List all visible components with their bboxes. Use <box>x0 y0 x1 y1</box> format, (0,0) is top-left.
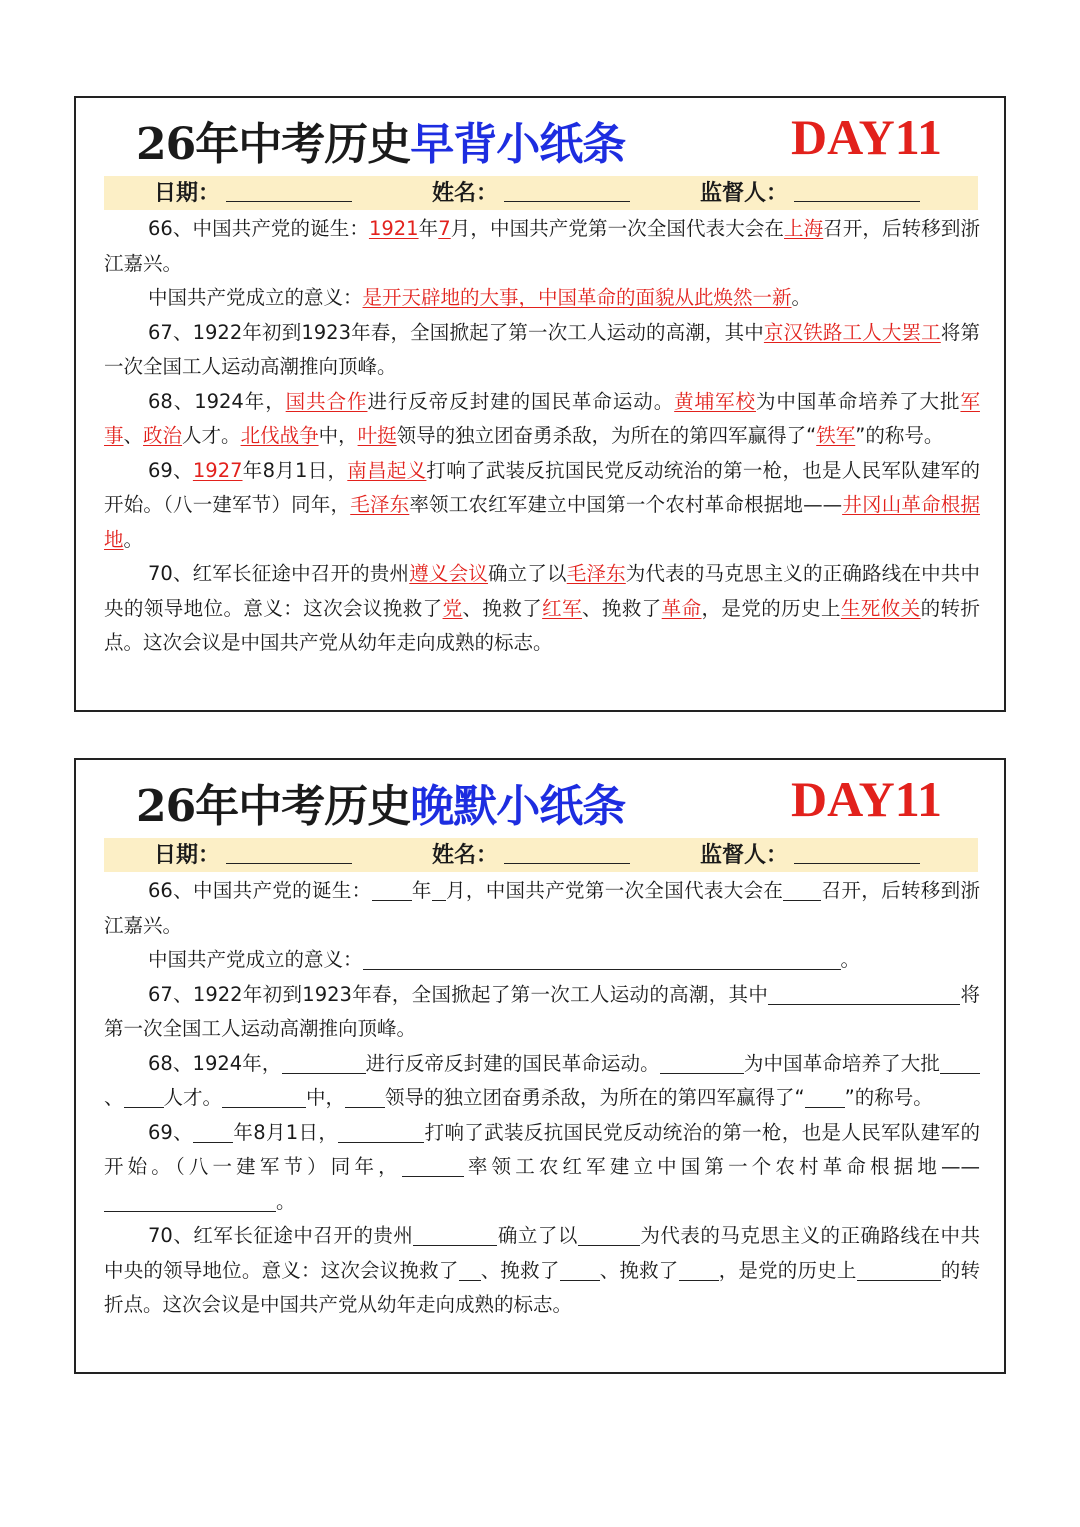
text: 人才。 <box>163 1086 223 1109</box>
date-field <box>154 838 352 872</box>
answer: 革命 <box>661 596 702 620</box>
text: 中国共产党成立的意义： <box>148 948 363 971</box>
answer-blank[interactable] <box>372 878 412 901</box>
text: 68、1924年， <box>148 1051 282 1075</box>
item-68 <box>104 1047 980 1116</box>
name-field <box>432 176 630 210</box>
text: 月，中国共产党第一次全国代表大会在 <box>450 217 785 240</box>
info-bar <box>104 176 978 210</box>
text: 将第一次全国工人运动高潮推向顶峰。 <box>104 320 980 378</box>
supervisor-label: 监督人： <box>700 180 789 206</box>
answer-blank[interactable] <box>459 1258 481 1281</box>
text: 、 <box>104 1086 124 1109</box>
item-67 <box>104 978 980 1047</box>
text: 的转折点。这次会议是中国共产党从幼年走向成熟的标志。 <box>104 596 980 654</box>
answer-blank[interactable] <box>805 1085 825 1108</box>
text: 66、中国共产党的诞生： <box>148 879 372 902</box>
text: 70、红军长征途中召开的贵州 <box>148 562 410 585</box>
info-bar <box>104 838 978 872</box>
answer: 毛泽东 <box>350 493 410 516</box>
text: 确立了以 <box>487 562 567 585</box>
answer: 京汉铁路工人大罢工 <box>763 320 941 344</box>
card-body <box>104 874 980 1323</box>
text: 进行反帝反封建的国民革命运动。 <box>365 1051 660 1075</box>
date-line[interactable] <box>226 179 352 202</box>
text: 年8月1日， <box>242 458 348 482</box>
item-68 <box>104 385 980 454</box>
supervisor-line[interactable] <box>794 841 920 864</box>
text: 月，中国共产党第一次全国代表大会在 <box>445 879 784 902</box>
supervisor-field <box>700 838 920 872</box>
title-highlight: 晚默小纸条 <box>410 781 626 832</box>
date-line[interactable] <box>226 841 352 864</box>
answer: 7 <box>438 217 451 240</box>
name-label: 姓名： <box>432 180 499 206</box>
text: 年 <box>411 879 432 902</box>
text: 为中国革命培养了大批 <box>755 389 961 413</box>
answer-blank[interactable] <box>825 1085 845 1108</box>
answer: 红军 <box>542 596 582 620</box>
text: 年8月1日， <box>233 1120 339 1144</box>
answer: 井冈山革命根据地 <box>104 493 980 551</box>
answer-blank[interactable] <box>940 982 960 1005</box>
answer: 是开天辟地的大事，中国革命的面貌从此焕然一新 <box>362 286 792 309</box>
item-70 <box>104 557 980 661</box>
answer-blank[interactable] <box>768 982 940 1005</box>
answer: 军事 <box>104 389 980 447</box>
text: 召开，后转移到浙江嘉兴。 <box>104 879 980 937</box>
day-label: DAY11 <box>791 109 942 165</box>
text: ”的称号。 <box>855 424 944 447</box>
card-title <box>136 108 625 172</box>
text: 为代表的马克思主义的正确路线在中共中央的领导地位。意义：这次会议挽救了 <box>104 562 980 620</box>
date-label: 日期： <box>154 180 221 206</box>
answer-blank[interactable] <box>222 1085 306 1108</box>
text: 、挽救了 <box>599 1258 679 1282</box>
text: 68、1924年， <box>148 389 286 413</box>
item-70 <box>104 1219 980 1323</box>
text: 打响了武装反抗国民党反动统治的第一枪，也是人民军队建军的开始。（八一建军节）同年， <box>104 1120 980 1178</box>
answer-blank[interactable] <box>124 1085 164 1108</box>
text: 中， <box>306 1086 346 1109</box>
text: 、挽救了 <box>462 596 543 620</box>
title-prefix: 26年中考历史 <box>136 781 411 832</box>
answer: 毛泽东 <box>566 562 626 585</box>
item-66-significance <box>104 943 980 978</box>
text: 。 <box>123 527 144 551</box>
answer-blank[interactable] <box>940 1051 980 1074</box>
answer: 国共合作 <box>285 389 368 413</box>
text: 为代表的马克思主义的正确路线在中共中央的领导地位。意义：这次会议挽救了 <box>104 1224 980 1282</box>
answer-blank[interactable] <box>104 1189 276 1212</box>
name-label: 姓名： <box>432 842 499 868</box>
name-line[interactable] <box>504 841 630 864</box>
answer: 黄埔军校 <box>674 389 756 413</box>
text: 67、1922年初到1923年春，全国掀起了第一次工人运动的高潮，其中 <box>148 320 764 344</box>
answer-blank[interactable] <box>560 1258 600 1281</box>
text: 66、中国共产党的诞生： <box>148 217 369 240</box>
text: 67、1922年初到1923年春，全国掀起了第一次工人运动的高潮，其中 <box>148 982 769 1006</box>
text: 中国共产党成立的意义： <box>148 286 363 309</box>
answer: 1921 <box>368 217 419 240</box>
name-field <box>432 838 630 872</box>
text: ，是党的历史上 <box>718 1258 857 1282</box>
text: 领导的独立团奋勇杀敌，为所在的第四军赢得了“ <box>385 1086 805 1109</box>
text: 。 <box>276 1189 296 1213</box>
text: 为中国革命培养了大批 <box>743 1051 940 1075</box>
answer-blank[interactable] <box>413 1223 497 1246</box>
answer: 北伐战争 <box>240 424 319 447</box>
text: 69、 <box>148 1120 194 1144</box>
answer-blank[interactable] <box>345 1085 385 1108</box>
text: 、 <box>123 424 144 447</box>
answer-blank[interactable] <box>363 947 841 970</box>
supervisor-line[interactable] <box>794 179 920 202</box>
item-69 <box>104 454 980 558</box>
day-label: DAY11 <box>791 771 942 827</box>
title-prefix: 26年中考历史 <box>136 119 411 170</box>
title-highlight: 早背小纸条 <box>410 119 626 170</box>
answer: 铁军 <box>816 424 856 447</box>
evening-card <box>74 758 1006 1374</box>
text: 人才。 <box>182 424 241 447</box>
text: 69、 <box>148 458 193 482</box>
card-body <box>104 212 980 661</box>
supervisor-label: 监督人： <box>700 842 789 868</box>
answer: 党 <box>442 596 463 620</box>
text: 率领工农红军建立中国第一个农村革命根据地—— <box>463 1155 980 1178</box>
answer: 遵义会议 <box>409 562 488 585</box>
answer: 南昌起义 <box>347 458 427 482</box>
answer: 叶挺 <box>357 424 397 447</box>
supervisor-field <box>700 176 920 210</box>
item-66-significance <box>104 281 980 316</box>
text: 打响了武装反抗国民党反动统治的第一枪，也是人民军队建军的开始。（八一建军节）同年， <box>104 458 980 516</box>
morning-card <box>74 96 1006 712</box>
text: 、挽救了 <box>480 1258 560 1282</box>
item-66 <box>104 874 980 943</box>
answer-blank[interactable] <box>338 1120 424 1143</box>
text: 年 <box>418 217 439 240</box>
text: 中， <box>318 424 358 447</box>
answer-blank[interactable] <box>679 1258 719 1281</box>
item-67 <box>104 316 980 385</box>
answer-blank[interactable] <box>402 1154 464 1177</box>
answer: 生死攸关 <box>840 596 921 620</box>
text: 。 <box>840 948 861 971</box>
text: 率领工农红军建立中国第一个农村革命根据地—— <box>409 493 843 516</box>
answer: 政治 <box>143 424 183 447</box>
card-title <box>136 770 625 834</box>
card-header <box>76 98 1004 174</box>
text: 领导的独立团奋勇杀敌，为所在的第四军赢得了“ <box>396 424 817 447</box>
answer: 上海 <box>784 217 824 240</box>
date-field <box>154 176 352 210</box>
name-line[interactable] <box>504 179 630 202</box>
text: 70、红军长征途中召开的贵州 <box>148 1224 414 1247</box>
text: 的转折点。这次会议是中国共产党从幼年走向成熟的标志。 <box>104 1258 980 1316</box>
text: 召开，后转移到浙江嘉兴。 <box>104 217 980 275</box>
answer-blank[interactable] <box>432 878 446 901</box>
answer-blank[interactable] <box>193 1120 233 1143</box>
answer-blank[interactable] <box>857 1258 941 1281</box>
text: 确立了以 <box>497 1224 578 1247</box>
item-69 <box>104 1116 980 1220</box>
item-66 <box>104 212 980 281</box>
answer: 1927 <box>192 458 243 482</box>
text: 、挽救了 <box>582 596 662 620</box>
text: 进行反帝反封建的国民革命运动。 <box>367 389 675 413</box>
card-header <box>76 760 1004 836</box>
text: 将第一次全国工人运动高潮推向顶峰。 <box>104 982 980 1040</box>
answer-blank[interactable] <box>660 1051 744 1074</box>
answer-blank[interactable] <box>282 1051 366 1074</box>
date-label: 日期： <box>154 842 221 868</box>
text: ，是党的历史上 <box>701 596 841 620</box>
answer-blank[interactable] <box>783 878 821 901</box>
text: ”的称号。 <box>844 1086 933 1109</box>
text: 。 <box>791 286 812 309</box>
answer-blank[interactable] <box>578 1223 640 1246</box>
